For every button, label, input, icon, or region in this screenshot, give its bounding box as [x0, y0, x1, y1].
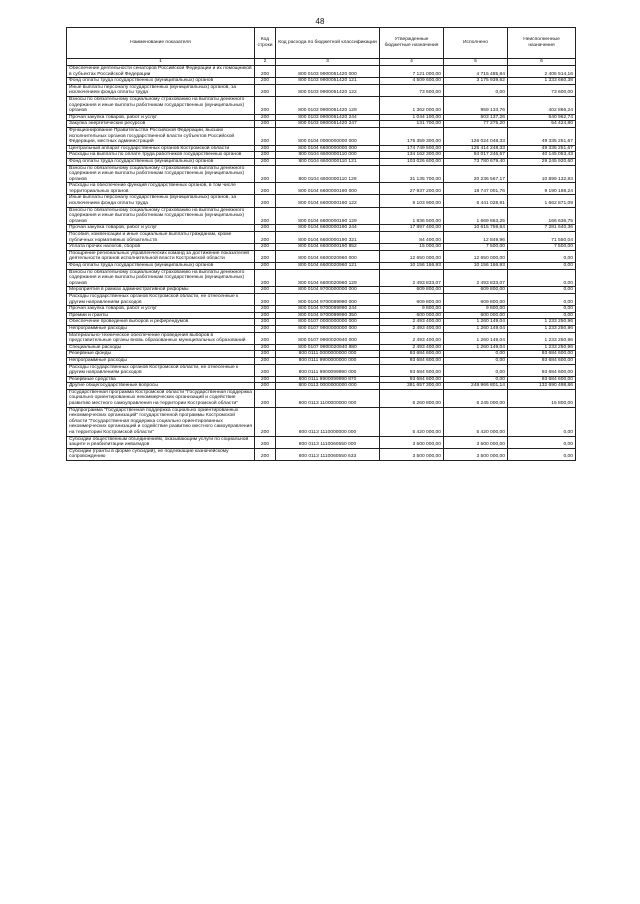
row-classification-code: 800 0113 0000000000 000: [276, 383, 380, 390]
row-unexecuted: 9 190 198,24: [508, 183, 576, 195]
row-unexecuted: 1 233 250,96: [508, 319, 576, 326]
row-executed: 9 800,00: [444, 306, 508, 313]
row-approved: 9 800,00: [380, 306, 444, 313]
row-executed: 3 500 000,00: [444, 448, 508, 460]
row-approved: 2 493 833,07: [380, 269, 444, 287]
row-name: Закупка энергетических ресурсов: [67, 121, 255, 128]
row-executed: 7 500,00: [444, 244, 508, 251]
row-line-code: 200: [255, 269, 276, 287]
row-name: Взносы по обязательному социальному страхованию на выплаты денежного содержания и иные выплаты работникам государственных (муниципальных) органов: [67, 96, 255, 114]
row-classification-code: 800 0104 6600000110 129: [276, 165, 380, 183]
column-number: 3: [276, 59, 380, 66]
row-line-code: 200: [255, 263, 276, 270]
row-line-code: 200: [255, 114, 276, 121]
row-classification-code: 800 0113 1110000000 000: [276, 407, 380, 436]
row-approved: 9 103 900,00: [380, 195, 444, 207]
row-executed: 248 966 801,14: [444, 383, 508, 390]
row-line-code: 200: [255, 376, 276, 383]
row-unexecuted: 1 662 871,09: [508, 195, 576, 207]
row-name: Резервные фонды: [67, 351, 255, 358]
row-classification-code: 800 0104 9700099990 244: [276, 306, 380, 313]
row-line-code: 200: [255, 287, 276, 294]
table-row: [67, 96, 576, 114]
row-unexecuted: 49 335 251,67: [508, 127, 576, 145]
table-header-row: [67, 28, 576, 59]
row-classification-code: 800 0104 6600000190 000: [276, 183, 380, 195]
page-number: 48: [315, 17, 325, 26]
row-approved: 93 684 600,00: [380, 357, 444, 364]
row-executed: 503 137,26: [444, 114, 508, 121]
row-line-code: 200: [255, 121, 276, 128]
row-classification-code: 800 0107 9900000000 000: [276, 325, 380, 332]
row-name: Специальные расходы: [67, 344, 255, 351]
row-name: Иные выплаты персоналу государственных (муниципальных) органов, за исключением фонда оплаты труда: [67, 195, 255, 207]
row-classification-code: 800 0104 6600000110 121: [276, 158, 380, 165]
row-executed: 1 669 863,25: [444, 207, 508, 225]
row-unexecuted: 132 690 498,86: [508, 383, 576, 390]
row-name: Поощрение региональных управленческих команд за достижение показателей деятельности органов исполнительной власти Костромской области: [67, 250, 255, 262]
row-line-code: 200: [255, 351, 276, 358]
row-classification-code: 800 0103 9900051420 247: [276, 121, 380, 128]
column-numbers-row: [67, 59, 576, 66]
row-unexecuted: 0,00: [508, 407, 576, 436]
row-line-code: 200: [255, 232, 276, 244]
table-row: [67, 351, 576, 358]
row-unexecuted: 71 550,04: [508, 232, 576, 244]
table-row: [67, 78, 576, 85]
row-classification-code: 800 0103 9900051420 121: [276, 78, 380, 85]
row-executed: 12 650 000,00: [444, 250, 508, 262]
table-row: [67, 121, 576, 128]
row-name: Расходы государственных органов Костромской области, не отнесенные к другим направлениям расходов: [67, 293, 255, 305]
row-unexecuted: 540 962,74: [508, 114, 576, 121]
row-approved: 27 937 200,00: [380, 183, 444, 195]
row-unexecuted: 93 684 600,00: [508, 351, 576, 358]
row-approved: 1 362 000,00: [380, 96, 444, 114]
row-name: Субсидии (гранты в форме субсидий), не подлежащие казначейскому сопровождению: [67, 448, 255, 460]
row-line-code: 200: [255, 195, 276, 207]
row-unexecuted: 0,00: [508, 306, 576, 313]
row-unexecuted: 1 233 250,96: [508, 344, 576, 351]
row-line-code: 200: [255, 183, 276, 195]
row-executed: 1 260 149,04: [444, 332, 508, 344]
table-row: [67, 287, 576, 294]
row-line-code: 200: [255, 436, 276, 448]
row-name: Взносы по обязательному социальному страхованию на выплаты денежного содержания и иные выплаты работникам государственных (муниципальных) органов: [67, 207, 255, 225]
row-approved: 1 836 500,00: [380, 207, 444, 225]
row-unexecuted: 0,00: [508, 263, 576, 270]
row-unexecuted: 93 684 600,00: [508, 364, 576, 376]
row-name: Фонд оплаты труда государственных (муниципальных) органов: [67, 78, 255, 85]
row-approved: 17 897 400,00: [380, 225, 444, 232]
row-classification-code: 800 0107 9900020940 000: [276, 332, 380, 344]
row-classification-code: 800 0104 6600020960 129: [276, 269, 380, 287]
row-unexecuted: 7 281 640,36: [508, 225, 576, 232]
row-line-code: 200: [255, 66, 276, 78]
row-unexecuted: 402 866,24: [508, 96, 576, 114]
row-unexecuted: 93 684 600,00: [508, 376, 576, 383]
row-approved: 131 700,00: [380, 121, 444, 128]
row-line-code: 200: [255, 84, 276, 96]
row-classification-code: 800 0104 6600000000 000: [276, 145, 380, 152]
row-unexecuted: 0,00: [508, 448, 576, 460]
row-classification-code: 800 0107 9900020940 880: [276, 344, 380, 351]
row-unexecuted: 166 636,75: [508, 207, 576, 225]
row-unexecuted: 93 684 600,00: [508, 357, 576, 364]
row-approved: 15 000,00: [380, 244, 444, 251]
row-classification-code: 800 0103 9900051420 129: [276, 96, 380, 114]
table-body: [67, 66, 576, 461]
row-classification-code: 800 0104 6600000190 244: [276, 225, 380, 232]
row-unexecuted: 49 335 251,67: [508, 145, 576, 152]
row-name: Фонд оплаты труда государственных (муниципальных) органов: [67, 158, 255, 165]
row-executed: 94 017 246,57: [444, 152, 508, 159]
row-executed: 600 000,00: [444, 312, 508, 319]
row-unexecuted: 10 899 132,83: [508, 165, 576, 183]
row-executed: 5 420 000,00: [444, 407, 508, 436]
row-approved: 12 650 000,00: [380, 250, 444, 262]
row-classification-code: 800 0103 9900051420 244: [276, 114, 380, 121]
row-classification-code: 800 0107 0000000000 000: [276, 319, 380, 326]
row-approved: 3 500 000,00: [380, 436, 444, 448]
row-line-code: 200: [255, 332, 276, 344]
column-number: 6: [508, 59, 576, 66]
table-row: [67, 376, 576, 383]
row-line-code: 200: [255, 364, 276, 376]
row-approved: 600 000,00: [380, 312, 444, 319]
row-executed: 0,00: [444, 376, 508, 383]
row-line-code: 200: [255, 225, 276, 232]
row-executed: 10 615 759,64: [444, 225, 508, 232]
row-executed: 6 441 028,91: [444, 195, 508, 207]
row-name: Расходы на обеспечение функций государственных органов, в том числе территориальных органов: [67, 183, 255, 195]
row-name: Субсидии общественным объединениям, оказывающим услуги по социальной защите и реабилитации инвалидов: [67, 436, 255, 448]
row-approved: 93 684 600,00: [380, 364, 444, 376]
row-name: Подпрограмма "Государственная поддержка социально ориентированных некоммерческих организаций" государственной программы Костромской области "Государственная поддержка социально ориентированных некоммерческих организаций и содействие развитию местного самоуправления на территории Костромской области": [67, 407, 255, 436]
row-approved: 175 359 300,00: [380, 127, 444, 145]
row-line-code: 200: [255, 389, 276, 407]
row-name: Мероприятия в рамках административной реформы: [67, 287, 255, 294]
row-executed: 126 024 048,33: [444, 127, 508, 145]
row-classification-code: 800 0104 6600020960 121: [276, 263, 380, 270]
row-classification-code: 800 0113 1100000000 000: [276, 389, 380, 407]
row-classification-code: 800 0104 6600000190 852: [276, 244, 380, 251]
row-unexecuted: 73 600,00: [508, 84, 576, 96]
row-name: Расходы на выплаты по оплате труда работников государственных органов: [67, 152, 255, 159]
row-classification-code: 800 0111 9900099990 870: [276, 376, 380, 383]
table-row: [67, 250, 576, 262]
row-line-code: 200: [255, 127, 276, 145]
row-executed: 125 414 248,33: [444, 145, 508, 152]
column-number: 5: [444, 59, 508, 66]
row-name: Прочая закупка товаров, работ и услуг: [67, 225, 255, 232]
row-unexecuted: 54 424,80: [508, 121, 576, 128]
row-approved: 103 026 600,00: [380, 158, 444, 165]
row-line-code: 200: [255, 244, 276, 251]
row-approved: 381 657 300,00: [380, 383, 444, 390]
row-line-code: 200: [255, 407, 276, 436]
row-unexecuted: 15 800,00: [508, 389, 576, 407]
table-row: [67, 436, 576, 448]
row-executed: 4 715 485,84: [444, 66, 508, 78]
row-name: Непрограммные расходы: [67, 325, 255, 332]
row-classification-code: 800 0103 9900051420 122: [276, 84, 380, 96]
row-executed: 1 260 149,04: [444, 325, 508, 332]
row-approved: 93 684 600,00: [380, 351, 444, 358]
row-executed: 959 133,76: [444, 96, 508, 114]
row-name: Взносы по обязательному социальному страхованию на выплаты денежного содержания и иные выплаты работникам государственных (муниципальных) органов: [67, 165, 255, 183]
table-row: [67, 207, 576, 225]
row-executed: 10 156 166,93: [444, 263, 508, 270]
row-executed: 0,00: [444, 357, 508, 364]
row-approved: 31 135 700,00: [380, 165, 444, 183]
table-row: [67, 114, 576, 121]
row-line-code: 200: [255, 383, 276, 390]
row-classification-code: 800 0113 1110060550 633: [276, 448, 380, 460]
table-row: [67, 319, 576, 326]
row-line-code: 200: [255, 152, 276, 159]
row-name: Обеспечение деятельности сенаторов Российской Федерации и их помощников в субъектах Российской Федерации: [67, 66, 255, 78]
row-classification-code: 800 0104 6600000190 321: [276, 232, 380, 244]
table-row: [67, 306, 576, 313]
table-row: [67, 263, 576, 270]
row-approved: 7 121 000,00: [380, 66, 444, 78]
row-approved: 2 493 400,00: [380, 319, 444, 326]
row-classification-code: 800 0104 9700099990 000: [276, 293, 380, 305]
row-unexecuted: 0,00: [508, 312, 576, 319]
row-name: Непрограммные расходы: [67, 357, 255, 364]
header-line-code: Код строки: [255, 28, 276, 59]
row-executed: 2 493 833,07: [444, 269, 508, 287]
row-classification-code: 800 0104 9700099990 350: [276, 312, 380, 319]
row-name: Обеспечение проведения выборов и референдумов: [67, 319, 255, 326]
row-line-code: 200: [255, 344, 276, 351]
row-approved: 174 749 500,00: [380, 145, 444, 152]
row-approved: 609 800,00: [380, 287, 444, 294]
table-row: [67, 84, 576, 96]
table-row: [67, 312, 576, 319]
table-row: [67, 145, 576, 152]
header-classification-code: Код расхода по бюджетной классификации: [276, 28, 380, 59]
row-name: Взносы по обязательному социальному страхованию на выплаты денежного содержания и иные выплаты работникам государственных (муниципальных) органов: [67, 269, 255, 287]
row-line-code: 200: [255, 165, 276, 183]
row-classification-code: 800 0111 9900000000 000: [276, 357, 380, 364]
row-executed: 3 500 000,00: [444, 436, 508, 448]
header-executed: Исполнено: [444, 28, 508, 59]
table-row: [67, 389, 576, 407]
row-line-code: 200: [255, 207, 276, 225]
row-approved: 2 493 400,00: [380, 344, 444, 351]
row-executed: 1 260 149,04: [444, 319, 508, 326]
table-row: [67, 165, 576, 183]
table-row: [67, 269, 576, 287]
row-classification-code: 800 0111 0000000000 000: [276, 351, 380, 358]
row-line-code: 200: [255, 293, 276, 305]
table-row: [67, 244, 576, 251]
budget-execution-table: [66, 27, 576, 461]
row-approved: 84 400,00: [380, 232, 444, 244]
row-name: Центральный аппарат государственных органов Костромской области: [67, 145, 255, 152]
table-row: [67, 332, 576, 344]
row-executed: 18 747 001,76: [444, 183, 508, 195]
row-executed: 73 780 679,40: [444, 158, 508, 165]
row-approved: 5 420 000,00: [380, 407, 444, 436]
row-line-code: 200: [255, 145, 276, 152]
row-line-code: 200: [255, 158, 276, 165]
row-name: Материально-техническое обеспечение проведения выборов в представительные органы вновь образованных муниципальных образований: [67, 332, 255, 344]
row-name: Уплата прочих налогов, сборов: [67, 244, 255, 251]
row-name: Премии и гранты: [67, 312, 255, 319]
row-unexecuted: 7 500,00: [508, 244, 576, 251]
row-name: Функционирование Правительства Российской Федерации, высших исполнительных органов государственной власти субъектов Российской Федерации, местных администраций: [67, 127, 255, 145]
row-approved: 10 156 166,93: [380, 263, 444, 270]
table-row: [67, 364, 576, 376]
table-row: [67, 225, 576, 232]
row-unexecuted: 1 233 250,96: [508, 332, 576, 344]
row-executed: 1 260 149,04: [444, 344, 508, 351]
row-unexecuted: 0,00: [508, 287, 576, 294]
header-approved: Утвержденные бюджетные назначения: [380, 28, 444, 59]
table-row: [67, 158, 576, 165]
table-row: [67, 325, 576, 332]
table-row: [67, 195, 576, 207]
row-name: Расходы государственных органов Костромской области, не отнесенные к другим направлениям расходов: [67, 364, 255, 376]
row-executed: 0,00: [444, 84, 508, 96]
row-classification-code: 800 0104 6600020960 000: [276, 250, 380, 262]
row-line-code: 200: [255, 306, 276, 313]
row-executed: 0,00: [444, 351, 508, 358]
row-executed: 6 245 000,00: [444, 389, 508, 407]
row-line-code: 200: [255, 250, 276, 262]
row-approved: 2 493 400,00: [380, 325, 444, 332]
row-line-code: 200: [255, 448, 276, 460]
table-row: [67, 448, 576, 460]
row-name: Прочая закупка товаров, работ и услуг: [67, 114, 255, 121]
row-name: Иные выплаты персоналу государственных (муниципальных) органов, за исключением фонда оплаты труда: [67, 84, 255, 96]
row-approved: 134 162 300,00: [380, 152, 444, 159]
header-unexecuted: Неисполненные назначения: [508, 28, 576, 59]
row-unexecuted: 2 405 514,16: [508, 66, 576, 78]
row-approved: 609 800,00: [380, 293, 444, 305]
row-executed: 3 175 939,62: [444, 78, 508, 85]
table-row: [67, 66, 576, 78]
row-approved: 6 260 800,00: [380, 389, 444, 407]
row-unexecuted: 0,00: [508, 293, 576, 305]
row-line-code: 200: [255, 357, 276, 364]
table-row: [67, 357, 576, 364]
table-row: [67, 407, 576, 436]
row-line-code: 200: [255, 325, 276, 332]
row-line-code: 200: [255, 319, 276, 326]
row-executed: 77 275,20: [444, 121, 508, 128]
row-approved: 2 493 400,00: [380, 332, 444, 344]
table-row: [67, 344, 576, 351]
row-approved: 1 044 100,00: [380, 114, 444, 121]
table-row: [67, 232, 576, 244]
row-classification-code: 800 0104 6600000190 122: [276, 195, 380, 207]
table-row: [67, 383, 576, 390]
row-name: Пособия, компенсации и иные социальные выплаты гражданам, кроме публичных нормативных обязательств: [67, 232, 255, 244]
row-line-code: 200: [255, 312, 276, 319]
row-unexecuted: 1 333 660,38: [508, 78, 576, 85]
row-line-code: 200: [255, 78, 276, 85]
row-unexecuted: 40 145 053,43: [508, 152, 576, 159]
column-number: 2: [255, 59, 276, 66]
row-name: Другие общегосударственные вопросы: [67, 383, 255, 390]
row-name: Резервные средства: [67, 376, 255, 383]
row-classification-code: 800 0103 9900051420 000: [276, 66, 380, 78]
row-executed: 0,00: [444, 364, 508, 376]
row-classification-code: 800 0104 0000000000 000: [276, 127, 380, 145]
row-executed: 20 236 567,17: [444, 165, 508, 183]
row-unexecuted: 29 245 920,60: [508, 158, 576, 165]
header-name: Наименование показателя: [67, 28, 255, 59]
row-line-code: 200: [255, 96, 276, 114]
row-unexecuted: 0,00: [508, 436, 576, 448]
row-approved: 4 509 600,00: [380, 78, 444, 85]
row-name: Прочая закупка товаров, работ и услуг: [67, 306, 255, 313]
row-executed: 12 849,96: [444, 232, 508, 244]
table-row: [67, 293, 576, 305]
row-classification-code: 800 0104 9700000000 000: [276, 287, 380, 294]
row-name: Государственная программа Костромской области "Государственная поддержка социально ориентированных некоммерческих организаций и содействие развитию местного самоуправления на территории Костромской области": [67, 389, 255, 407]
column-number: 4: [380, 59, 444, 66]
row-unexecuted: 1 233 250,96: [508, 325, 576, 332]
table-row: [67, 183, 576, 195]
row-unexecuted: 0,00: [508, 269, 576, 287]
row-classification-code: 800 0104 6600000190 129: [276, 207, 380, 225]
row-approved: 93 684 600,00: [380, 376, 444, 383]
row-name: Фонд оплаты труда государственных (муниципальных) органов: [67, 263, 255, 270]
row-classification-code: 800 0113 1110060550 000: [276, 436, 380, 448]
row-executed: 609 800,00: [444, 293, 508, 305]
column-number: 1: [67, 59, 255, 66]
row-classification-code: 800 0111 9900099990 000: [276, 364, 380, 376]
row-approved: 73 600,00: [380, 84, 444, 96]
row-classification-code: 800 0104 6600000110 000: [276, 152, 380, 159]
row-executed: 609 800,00: [444, 287, 508, 294]
table-row: [67, 152, 576, 159]
row-unexecuted: 0,00: [508, 250, 576, 262]
table-row: [67, 127, 576, 145]
row-approved: 3 500 000,00: [380, 448, 444, 460]
